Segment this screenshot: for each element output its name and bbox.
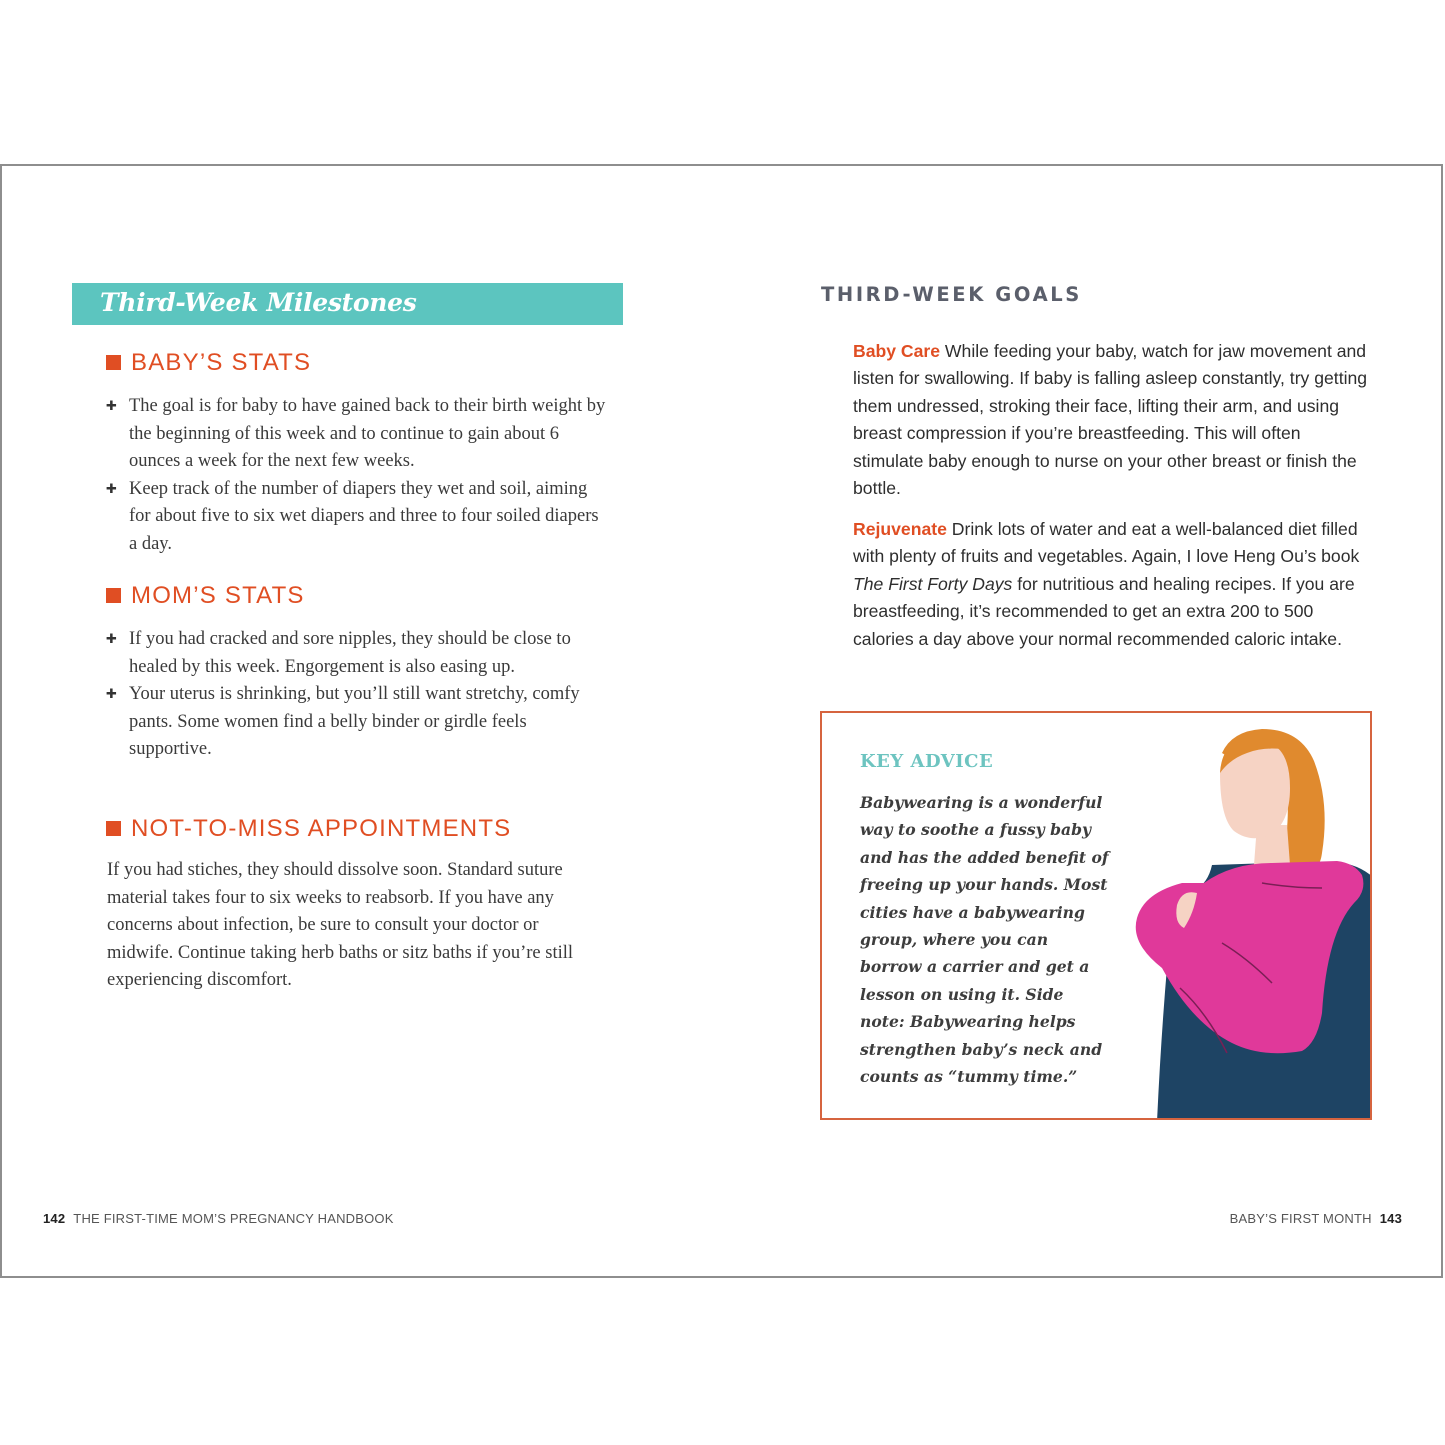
baby-care-label: Baby Care — [853, 341, 941, 361]
square-bullet-icon — [106, 821, 121, 836]
footer-left — [43, 1211, 394, 1226]
milestones-banner — [72, 283, 623, 325]
rejuvenate-paragraph: Rejuvenate Drink lots of water and eat a well-balanced diet filled with plenty of fruits and vegetables. Again, I love Heng Ou’s book The First Forty Days for nutritious and healing recipes. If you are breastfeeding, it’s recommended to get an extra 200 to 500 calories a day above your normal recommended caloric intake. — [853, 519, 1360, 649]
list-item: ✚ If you had cracked and sore nipples, they should be close to healed by this week. Engorgement is also easing up. — [106, 626, 606, 681]
babys-stats-list — [106, 393, 606, 558]
plus-icon: ✚ — [106, 481, 117, 497]
list-item: ✚ Keep track of the number of diapers they wet and soil, aiming for about five to six wet diapers and three to four soiled diapers a day. — [106, 476, 606, 559]
key-advice-box — [820, 711, 1372, 1120]
book-reference: The First Forty Days — [853, 573, 1013, 594]
section-title: BABY’S FIRST MONTH — [1229, 1211, 1372, 1226]
plus-icon: ✚ — [106, 399, 117, 414]
baby-care-paragraph: Baby Care While feeding your baby, watch for jaw movement and listen for swallowing. If baby is falling asleep constantly, try getting them undressed, stroking their face, lifting their arm, and using breast compression if you’re breastfeeding. This will often stimulate baby enough to nurse on your other breast or finish the bottle. — [853, 341, 1368, 499]
goals-title: THIRD-WEEK GOALS — [821, 283, 1082, 306]
page-number: 142 — [43, 1211, 66, 1226]
list-item: ✚ Your uterus is shrinking, but you’ll still want stretchy, comfy pants. Some women find a belly binder or girdle feels supportive. — [106, 681, 606, 764]
key-advice-heading: KEY ADVICE — [860, 751, 994, 772]
babywearing-mother-illustration — [1122, 713, 1372, 1120]
plus-icon: ✚ — [106, 687, 117, 702]
rejuvenate-label: Rejuvenate — [853, 519, 947, 539]
book-title: THE FIRST-TIME MOM’S PREGNANCY HANDBOOK — [73, 1211, 394, 1226]
plus-icon: ✚ — [106, 632, 117, 647]
banner-title: Third-Week Milestones — [100, 288, 417, 317]
square-bullet-icon — [106, 355, 121, 370]
key-advice-text: Babywearing is a wonderful way to soothe a fussy baby and has the added benefit of freeing up your hands. Most cities have a babywearing group, where you can borrow a carrier and get a lesson on using it. Side note: Babywearing helps strengthen baby’s neck and counts as “tummy time.” — [860, 793, 1109, 1087]
page-number: 143 — [1379, 1211, 1402, 1226]
square-bullet-icon — [106, 588, 121, 603]
list-item: ✚ The goal is for baby to have gained back to their birth weight by the beginning of this week and to continue to gain about 6 ounces a week for the next few weeks. — [106, 393, 606, 476]
appointments-text: If you had stiches, they should dissolve soon. Standard suture material takes four to six weeks to reabsorb. If you have any concerns about infection, be sure to consult your doctor or midwife. Continue taking herb baths or sitz baths if you’re still experiencing discomfort. — [107, 860, 574, 990]
footer-right — [1230, 1211, 1402, 1226]
moms-stats-list — [106, 626, 606, 764]
